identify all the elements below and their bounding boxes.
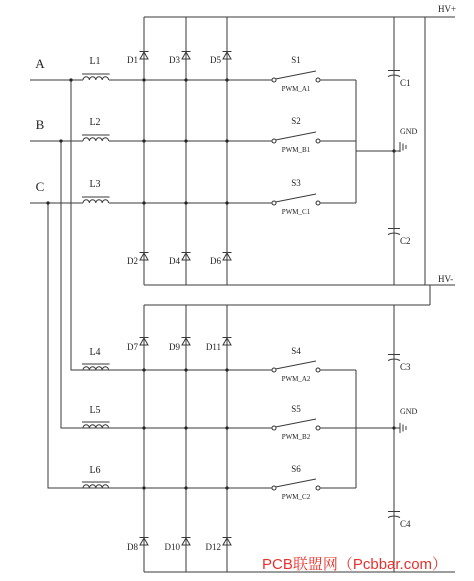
switch-s2-blade xyxy=(276,132,317,140)
pwm-label-pwm-c2: PWM_C2 xyxy=(281,493,311,501)
junction-dot xyxy=(142,201,145,204)
wire xyxy=(48,203,110,488)
inductor-label-l2: L2 xyxy=(89,117,101,128)
switch-s4-contact-a xyxy=(272,368,276,372)
diode-label-d7: D7 xyxy=(127,342,138,352)
inductor-label-l3: L3 xyxy=(89,179,101,190)
gnd-label-upper: GND xyxy=(400,127,418,136)
diode-label-d9: D9 xyxy=(169,342,180,352)
diode-label-d4: D4 xyxy=(169,256,180,266)
switch-s6-contact-b xyxy=(316,486,320,490)
junction-dot xyxy=(225,139,228,142)
inductor-l2-coil xyxy=(83,138,109,141)
pwm-label-pwm-a1: PWM_A1 xyxy=(281,85,311,93)
junction-dot xyxy=(142,368,145,371)
phase-c-label: C xyxy=(35,179,45,194)
switch-s3-contact-a xyxy=(272,201,276,205)
hv-plus-label: HV+ xyxy=(438,4,457,14)
phase-b-label: B xyxy=(35,117,45,132)
switch-s2-contact-a xyxy=(272,139,276,143)
pwm-label-pwm-c1: PWM_C1 xyxy=(281,208,311,216)
diode-label-d12: D12 xyxy=(205,542,221,552)
switch-s2-contact-b xyxy=(316,139,320,143)
switch-label-s3: S3 xyxy=(291,178,301,188)
inductor-label-l4: L4 xyxy=(89,347,101,358)
junction-dot xyxy=(46,201,49,204)
junction-dot xyxy=(184,368,187,371)
diode-label-d11: D11 xyxy=(205,342,221,352)
inductor-l3-coil xyxy=(83,200,109,203)
inductor-label-l1: L1 xyxy=(89,56,101,67)
switch-s6-blade xyxy=(276,479,317,487)
cap-label-c2: C2 xyxy=(400,236,411,246)
hv-minus-label: HV- xyxy=(438,274,454,284)
gnd-label-lower: GND xyxy=(400,407,418,416)
pwm-label-pwm-b2: PWM_B2 xyxy=(281,433,311,441)
switch-s4-contact-b xyxy=(316,368,320,372)
junction-dot xyxy=(59,139,62,142)
junction-dot xyxy=(69,78,72,81)
junction-dot xyxy=(142,486,145,489)
watermark: PCB联盟网（Pcbbar.com） xyxy=(262,556,448,573)
pwm-label-pwm-b1: PWM_B1 xyxy=(281,146,311,154)
switch-label-s1: S1 xyxy=(291,55,301,65)
switch-label-s4: S4 xyxy=(291,346,301,356)
junction-dot xyxy=(184,139,187,142)
junction-dot xyxy=(142,139,145,142)
junction-dot xyxy=(225,426,228,429)
junction-dot xyxy=(142,426,145,429)
switch-s3-contact-b xyxy=(316,201,320,205)
wire xyxy=(61,141,110,428)
cap-label-c3: C3 xyxy=(400,362,411,372)
switch-s5-contact-b xyxy=(316,426,320,430)
junction-dot xyxy=(225,368,228,371)
junction-dot xyxy=(225,78,228,81)
diode-label-d10: D10 xyxy=(164,542,180,552)
junction-dot xyxy=(184,78,187,81)
cap-label-c4: C4 xyxy=(400,519,411,529)
phase-a-label: A xyxy=(35,56,45,71)
junction-dot xyxy=(225,486,228,489)
switch-label-s2: S2 xyxy=(291,116,301,126)
switch-s1-contact-a xyxy=(272,78,276,82)
inductor-l1-coil xyxy=(83,77,109,80)
switch-label-s6: S6 xyxy=(291,464,301,474)
switch-s6-contact-a xyxy=(272,486,276,490)
inductor-label-l5: L5 xyxy=(89,405,101,416)
diode-label-d1: D1 xyxy=(127,55,138,65)
switch-s5-blade xyxy=(276,419,317,427)
cap-label-c1: C1 xyxy=(400,78,411,88)
junction-dot xyxy=(142,78,145,81)
switch-s4-blade xyxy=(276,361,317,369)
junction-dot xyxy=(225,201,228,204)
switch-s3-blade xyxy=(276,194,317,202)
switch-label-s5: S5 xyxy=(291,404,301,414)
pwm-label-pwm-a2: PWM_A2 xyxy=(281,375,311,383)
switch-s1-blade xyxy=(276,71,317,79)
diode-label-d6: D6 xyxy=(210,256,221,266)
diode-label-d2: D2 xyxy=(127,256,138,266)
junction-dot xyxy=(184,486,187,489)
diode-label-d8: D8 xyxy=(127,542,138,552)
switch-s1-contact-b xyxy=(316,78,320,82)
diode-label-d5: D5 xyxy=(210,55,221,65)
switch-s5-contact-a xyxy=(272,426,276,430)
junction-dot xyxy=(184,426,187,429)
inductor-label-l6: L6 xyxy=(89,465,101,476)
junction-dot xyxy=(184,201,187,204)
diode-label-d3: D3 xyxy=(169,55,180,65)
